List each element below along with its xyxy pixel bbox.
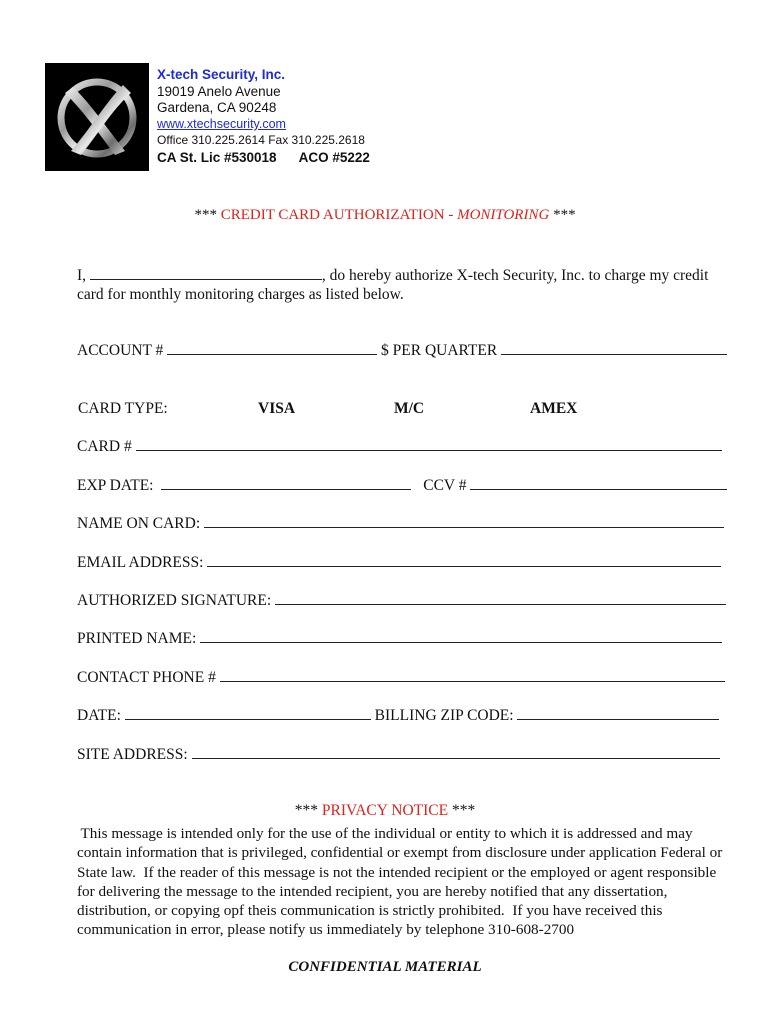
phone-line: Office 310.225.2614 Fax 310.225.2618 (157, 133, 365, 147)
exp-ccv-row (77, 477, 727, 495)
privacy-line: This message is intended only for the use of the individual or entity to which it is addressed and may (77, 825, 693, 842)
privacy-notice-title (0, 802, 770, 820)
contact-phone-row (77, 669, 725, 687)
signature-row (77, 592, 726, 610)
exp-date-label: EXP DATE: (77, 477, 162, 494)
billing-zip-field[interactable] (517, 718, 719, 720)
card-type-visa[interactable]: VISA (258, 400, 296, 417)
email-row (77, 554, 721, 572)
company-name: X-tech Security, Inc. (157, 67, 286, 82)
account-label: ACCOUNT # (77, 342, 168, 359)
per-quarter-field[interactable] (501, 353, 727, 355)
printed-name-label: PRINTED NAME: (77, 630, 201, 647)
date-field[interactable] (125, 718, 371, 720)
confidential-footer: CONFIDENTIAL MATERIAL (288, 959, 482, 975)
x-tech-logo-icon (45, 63, 149, 171)
form-title (0, 207, 770, 224)
title-suffix: *** (549, 207, 576, 223)
signature-label: AUTHORIZED SIGNATURE: (77, 592, 276, 609)
card-type-mc[interactable]: M/C (394, 400, 425, 417)
exp-date-field[interactable] (161, 488, 411, 490)
contact-phone-field[interactable] (220, 680, 725, 682)
card-number-field[interactable] (136, 449, 722, 451)
privacy-title-prefix: *** (294, 802, 322, 819)
authorization-text: , do hereby authorize X-tech Security, Inc. to charge my credit (321, 267, 709, 284)
privacy-title-text: PRIVACY NOTICE (321, 802, 449, 819)
signature-field[interactable] (275, 603, 726, 605)
privacy-notice-body (77, 824, 737, 940)
authorization-prefix: I, (77, 267, 90, 284)
email-field[interactable] (207, 565, 721, 567)
account-number-field[interactable] (167, 353, 377, 355)
site-address-field[interactable] (192, 757, 720, 759)
address-line-2: Gardena, CA 90248 (157, 100, 277, 115)
title-main: CREDIT CARD AUTHORIZATION - (220, 207, 458, 223)
card-number-row (77, 438, 722, 456)
license-line: CA St. Lic #530018 ACO #5222 (157, 150, 370, 165)
card-type-amex[interactable]: AMEX (530, 400, 578, 417)
authorizer-name-field[interactable] (90, 278, 322, 280)
privacy-line: distribution, or copying opf theis communication is strictly prohibited. If you have received this (77, 902, 663, 920)
privacy-line: contain information that is privileged, confidential or exempt from disclosure under application Federal or (77, 844, 723, 862)
ccv-field[interactable] (470, 488, 727, 490)
name-on-card-row (77, 515, 724, 533)
privacy-line: for delivering the message to the intended recipient, you are hereby notified that any dissertation, (77, 882, 668, 900)
title-prefix: *** (194, 207, 221, 223)
website-link[interactable]: www.xtechsecurity.com (157, 117, 286, 131)
title-emphasis: MONITORING (457, 207, 550, 223)
authorization-line-1 (77, 266, 708, 286)
card-number-label: CARD # (77, 438, 136, 455)
name-on-card-field[interactable] (204, 526, 724, 528)
privacy-title-suffix: *** (448, 802, 476, 819)
site-address-row (77, 746, 720, 764)
date-zip-row (77, 707, 719, 725)
contact-phone-label: CONTACT PHONE # (77, 669, 220, 686)
per-quarter-label: $ PER QUARTER (377, 342, 502, 359)
printed-name-field[interactable] (200, 641, 722, 643)
address-line-1: 19019 Anelo Avenue (157, 84, 281, 99)
ccv-label: CCV # (423, 477, 471, 494)
card-type-label: CARD TYPE: (78, 400, 168, 417)
privacy-line: communication in error, please notify us immediately by telephone 310-608-2700 (77, 921, 575, 939)
email-label: EMAIL ADDRESS: (77, 554, 208, 571)
site-address-label: SITE ADDRESS: (77, 746, 192, 763)
billing-zip-label: BILLING ZIP CODE: (370, 707, 518, 724)
name-on-card-label: NAME ON CARD: (77, 515, 205, 532)
authorization-line-2: card for monthly monitoring charges as listed below. (77, 286, 404, 303)
account-row (77, 342, 727, 360)
date-label: DATE: (77, 707, 125, 724)
privacy-line: State law. If the reader of this message is not the intended recipient or the employed or agent responsible (77, 863, 717, 881)
printed-name-row (77, 630, 722, 648)
